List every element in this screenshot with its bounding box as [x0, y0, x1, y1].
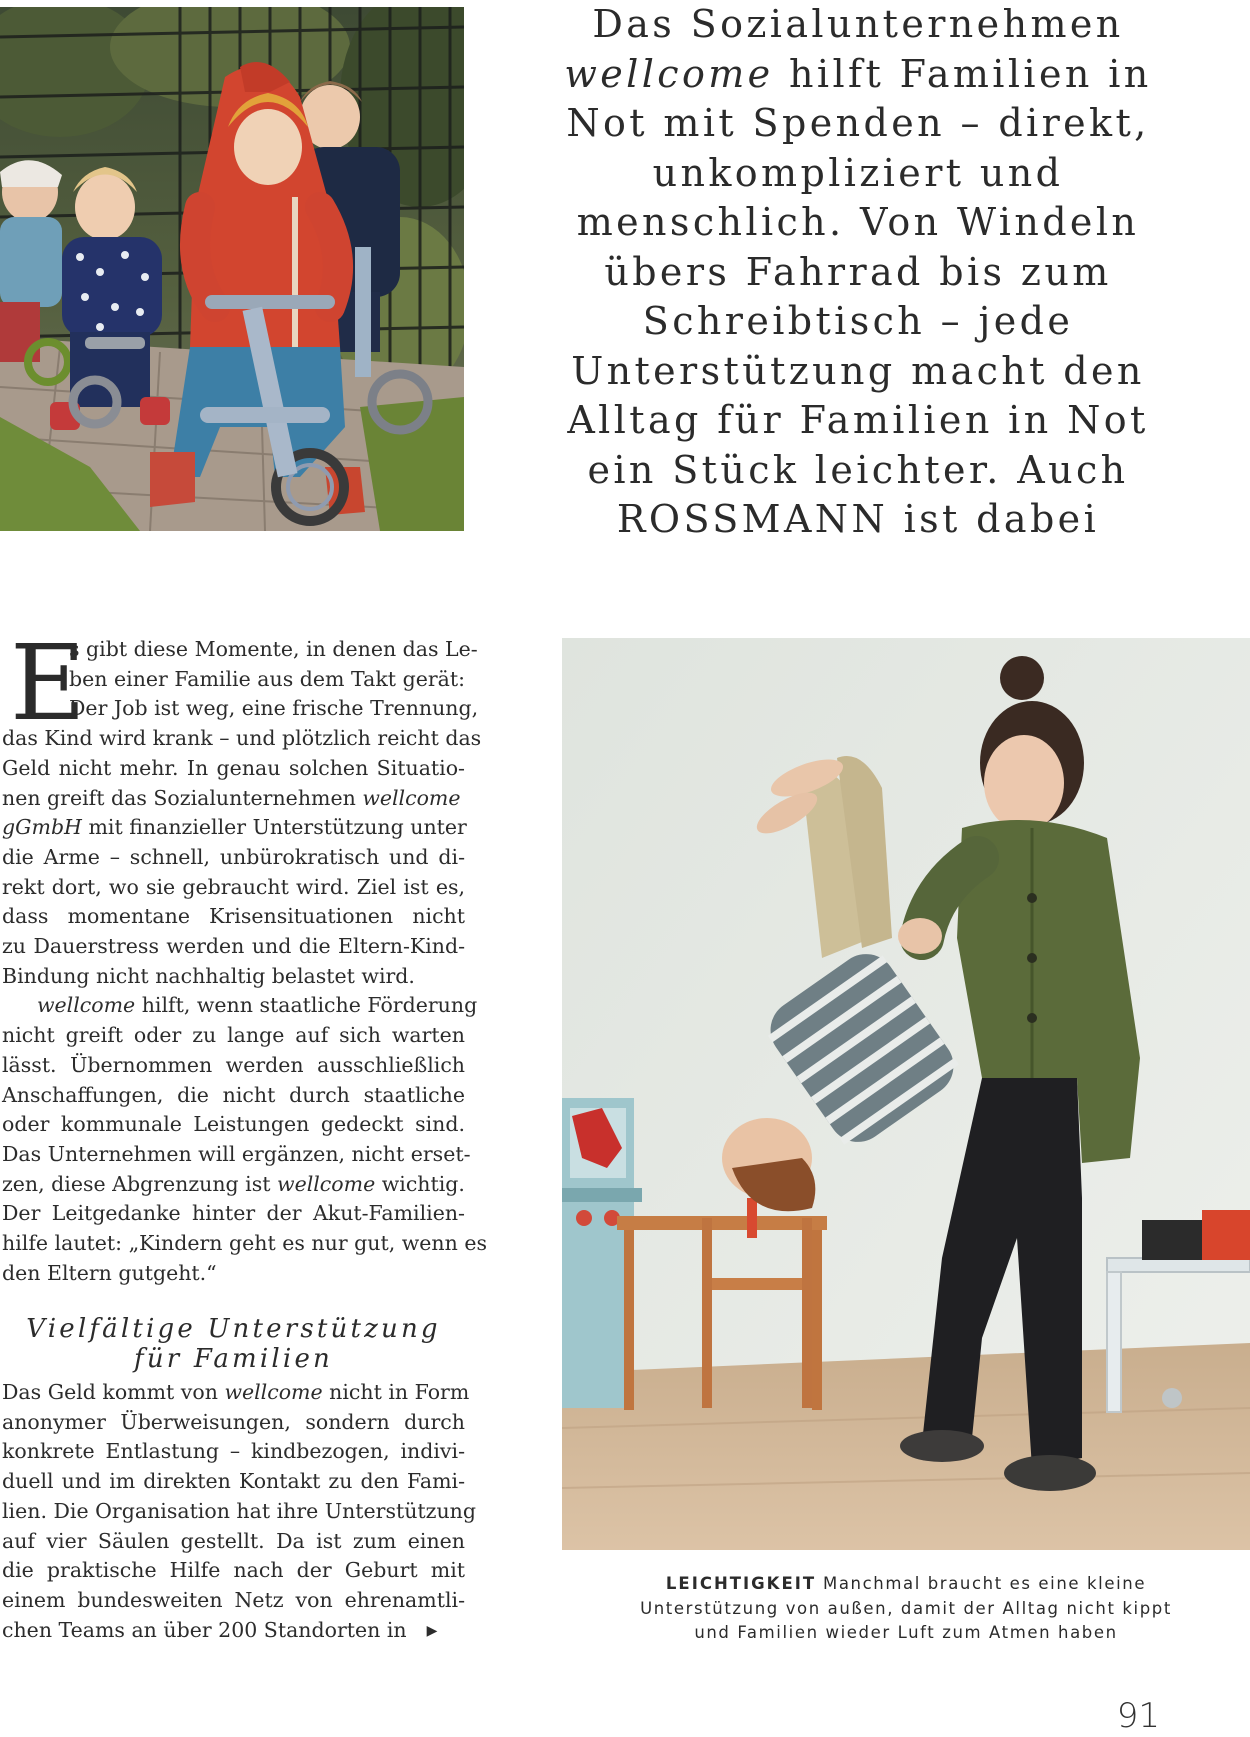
intro-italic-brand: wellcome: [564, 51, 774, 96]
body-line: konkrete Entlastung – kindbezogen, indivi-: [2, 1439, 465, 1464]
intro-line: Not mit Spenden – direkt,: [566, 101, 1150, 145]
intro-line-rest: hilft Familien in: [773, 51, 1152, 96]
mother-photo-illustration: [562, 638, 1250, 1550]
caption-line: und Familien wieder Luft zum Atmen haben: [694, 1623, 1118, 1642]
intro-line: übers Fahrrad bis zum: [604, 249, 1112, 294]
photo-mother-and-child: [562, 638, 1250, 1550]
caption-label: LEICHTIGKEIT: [665, 1574, 817, 1593]
body-line: s gibt diese Momente, in denen das Le-: [69, 637, 478, 661]
caption-text: Manchmal braucht es eine kleine: [816, 1574, 1147, 1593]
intro-line: Das Sozialunternehmen: [592, 2, 1124, 46]
body-line: [2, 813, 465, 843]
body-line: Der Leitgedanke hinter der Akut-Familien-: [2, 1201, 465, 1226]
body-line: Der Job ist weg, eine frische Trennung,: [69, 696, 479, 721]
body-line: ben einer Familie aus dem Takt gerät:: [69, 666, 465, 691]
body-text: nicht in Form: [322, 1380, 470, 1404]
brand-italic: wellcome: [362, 785, 461, 810]
body-line: zu Dauerstress werden und die Eltern-Kind-: [2, 934, 465, 959]
intro-line: menschlich. Von Windeln: [576, 200, 1140, 244]
photo-children-balance-bikes: [0, 7, 464, 531]
photo-caption: [562, 1572, 1250, 1646]
article-body-part2: [2, 1378, 476, 1646]
intro-line: unkompliziert und: [652, 150, 1064, 195]
brand-italic: gGmbH: [2, 815, 82, 840]
body-line: dass momentane Krisensituationen nicht: [2, 904, 465, 929]
body-line: [2, 1170, 465, 1200]
brand-italic: wellcome: [224, 1380, 323, 1404]
body-line: die praktische Hilfe nach der Geburt mit: [2, 1558, 465, 1583]
continue-arrow-icon: ▶: [426, 1622, 438, 1639]
intro-line: [558, 50, 1158, 100]
body-line: duell und im direkten Kontakt zu den Fami-: [2, 1469, 465, 1494]
body-line: anonymer Überweisungen, sondern durch: [2, 1409, 465, 1434]
body-line: nicht greift oder zu lange auf sich warten: [2, 1023, 465, 1048]
body-line: lien. Die Organisation hat ihre Unterstützung: [2, 1498, 476, 1523]
body-line: Das Unternehmen will ergänzen, nicht erset-: [2, 1141, 471, 1166]
body-line: das Kind wird krank – und plötzlich reicht das: [2, 726, 482, 751]
body-line: [2, 784, 465, 814]
page-number: 91: [1116, 1696, 1160, 1736]
body-line: die Arme – schnell, unbürokratisch und di-: [2, 844, 465, 869]
body-line: Bindung nicht nachhaltig belastet wird.: [2, 963, 415, 988]
body-text: nen greift das Sozialunternehmen: [2, 785, 363, 810]
body-text: hilft, wenn staatliche Förderung: [135, 993, 478, 1018]
subheading-line: Vielfältige Unterstützung: [26, 1314, 441, 1344]
body-line: den Eltern gutgeht.“: [2, 1260, 217, 1285]
children-photo-illustration: [0, 7, 464, 531]
brand-italic: wellcome: [277, 1171, 376, 1196]
drop-cap: E: [10, 622, 86, 744]
body-line: [2, 1378, 470, 1408]
body-text: Das Geld kommt von: [2, 1380, 225, 1404]
article-body-part1: [2, 622, 487, 1288]
intro-line: ein Stück leichter. Auch: [587, 447, 1129, 492]
intro-line: ROSSMANN ist dabei: [616, 497, 1100, 541]
article-intro: [558, 0, 1158, 545]
intro-line: Alltag für Familien in Not: [567, 398, 1149, 442]
subheading-line: für Familien: [134, 1344, 333, 1374]
body-line: [2, 991, 478, 1021]
body-line: rekt dort, wo sie gebraucht wird. Ziel ist es,: [2, 874, 465, 899]
intro-line: Unterstützung macht den: [571, 348, 1145, 393]
body-line: Geld nicht mehr. In genau solchen Situatio-: [2, 755, 465, 780]
caption-line: [562, 1572, 1250, 1597]
body-line: oder kommunale Leistungen gedeckt sind.: [2, 1112, 465, 1137]
body-line: hilfe lautet: „Kindern geht es nur gut, wenn es: [2, 1231, 487, 1256]
caption-line: Unterstützung von außen, damit der Alltag nicht kippt: [640, 1598, 1172, 1618]
intro-line: Schreibtisch – jede: [642, 299, 1074, 343]
body-text: mit finanzieller Unterstützung unter: [81, 815, 467, 840]
brand-italic: wellcome: [37, 993, 136, 1018]
section-subheading: [2, 1314, 465, 1374]
body-line: einem bundesweiten Netz von ehrenamtli-: [2, 1587, 465, 1612]
body-line: Anschaffungen, die nicht durch staatliche: [2, 1082, 465, 1107]
body-text: zen, diese Abgrenzung ist: [2, 1171, 278, 1196]
body-line: [2, 1616, 465, 1647]
body-text: wichtig.: [375, 1171, 465, 1196]
body-line: lässt. Übernommen werden ausschließlich: [2, 1052, 465, 1077]
body-line: auf vier Säulen gestellt. Da ist zum einen: [2, 1528, 465, 1553]
body-text: chen Teams an über 200 Standorten in: [2, 1617, 407, 1642]
